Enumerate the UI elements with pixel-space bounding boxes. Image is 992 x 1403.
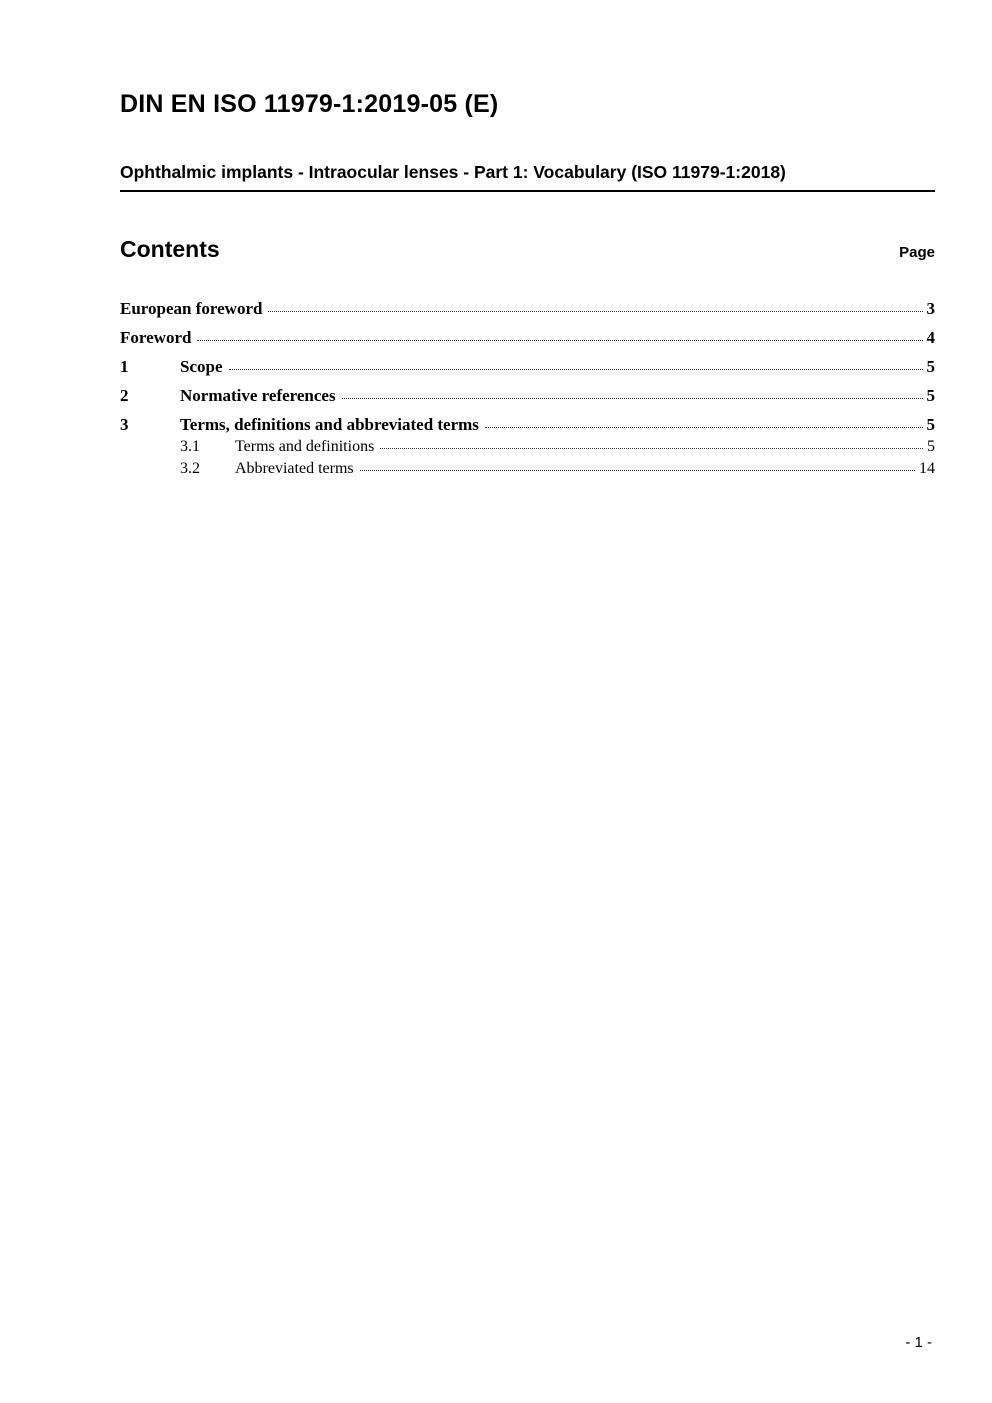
toc-entry-label: European foreword <box>120 299 263 318</box>
toc-entry-abbreviated-terms <box>120 459 935 479</box>
footer-page-number: - 1 - <box>905 1334 932 1351</box>
contents-heading: Contents <box>120 236 220 262</box>
toc-entry-normative-references <box>120 386 935 406</box>
toc-entry-foreword <box>120 328 935 348</box>
toc-entry-page: 5 <box>926 415 935 434</box>
dotted-leader <box>380 448 923 449</box>
toc-entry-page: 5 <box>926 357 935 376</box>
contents-header-row <box>120 236 935 263</box>
toc-entry-number: 3.2 <box>180 460 200 477</box>
dotted-leader <box>485 427 923 428</box>
toc-entry-label: Abbreviated terms <box>235 460 354 477</box>
document-code-heading: DIN EN ISO 11979-1:2019-05 (E) <box>120 90 499 118</box>
page-column-label: Page <box>899 244 935 261</box>
toc-entry-scope <box>120 357 935 377</box>
toc-entry-label: Normative references <box>180 386 336 405</box>
toc-entry-terms-and-definitions <box>120 437 935 457</box>
dotted-leader <box>268 311 922 312</box>
dotted-leader <box>197 340 922 341</box>
table-of-contents <box>120 299 935 479</box>
toc-entry-page: 14 <box>919 460 935 477</box>
page-content <box>120 0 935 479</box>
toc-entry-label: Terms and definitions <box>235 438 375 455</box>
toc-entry-label: Foreword <box>120 328 192 347</box>
toc-entry-label: Terms, definitions and abbreviated terms <box>180 415 479 434</box>
document-title: Ophthalmic implants - Intraocular lenses - Part 1: Vocabulary (ISO 11979-1:2018) <box>120 162 935 192</box>
toc-entry-number: 3.1 <box>180 438 200 455</box>
toc-entry-page: 5 <box>927 438 935 455</box>
toc-entry-number: 1 <box>120 357 129 376</box>
toc-entry-page: 5 <box>926 386 935 405</box>
toc-entry-terms-definitions <box>120 415 935 435</box>
toc-entry-european-foreword <box>120 299 935 319</box>
dotted-leader <box>342 398 923 399</box>
toc-entry-label: Scope <box>180 357 223 376</box>
toc-entry-page: 4 <box>926 328 935 347</box>
toc-entry-number: 2 <box>120 386 129 405</box>
toc-entry-number: 3 <box>120 415 129 434</box>
dotted-leader <box>360 470 915 471</box>
toc-entry-page: 3 <box>926 299 935 318</box>
dotted-leader <box>229 369 923 370</box>
